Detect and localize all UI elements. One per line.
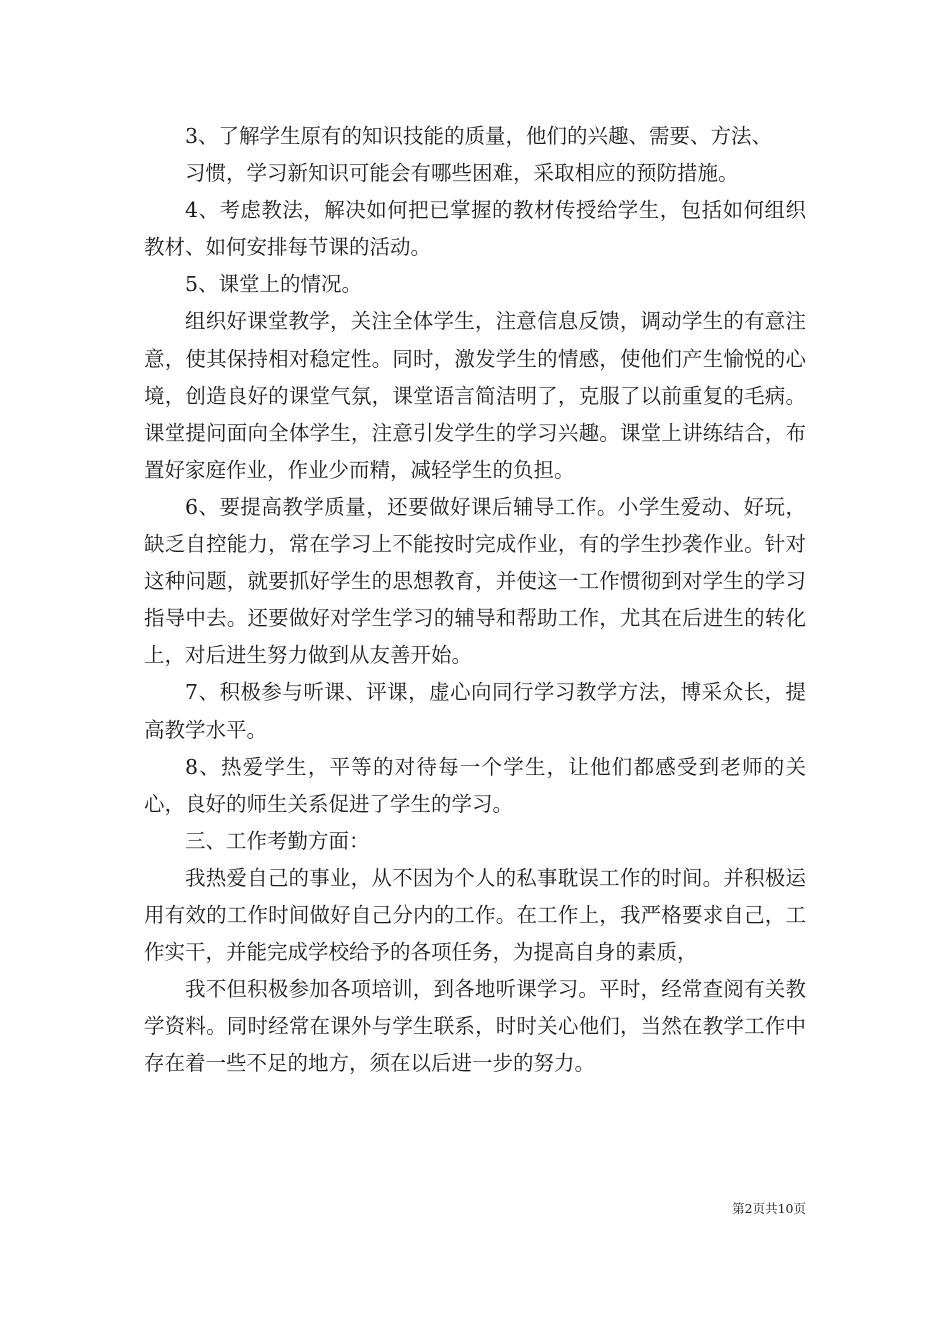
paragraph: 组织好课堂教学，关注全体学生，注意信息反馈，调动学生的有意注意，使其保持相对稳定性。同时，激发学生的情感，使他们产生愉悦的心境，创造良好的课堂气氛，课堂语言简洁明了，克服了以前重复的毛病。课堂提问面向全体学生，注意引发学生的学习兴趣。课堂上讲练结合，布置好家庭作业，作业少而精，减轻学生的负担。 xyxy=(144,309,806,482)
paragraph: 6、要提高教学质量，还要做好课后辅导工作。小学生爱动、好玩，缺乏自控能力，常在学习上不能按时完成作业，有的学生抄袭作业。针对这种问题，就要抓好学生的思想教育，并使这一工作惯彻到对学生的学习指导中去。还要做好对学生学习的辅导和帮助工作，尤其在后进生的转化上，对后进生努力做到从友善开始。 xyxy=(144,494,806,668)
document-body xyxy=(144,118,806,1082)
paragraph: 我热爱自己的事业，从不因为个人的私事耽误工作的时间。并积极运用有效的工作时间做好自己分内的工作。在工作上，我严格要求自己，工作实干，并能完成学校给予的各项任务，为提高自身的素质， xyxy=(144,865,806,965)
paragraph: 7、积极参与听课、评课，虚心向同行学习教学方法，博采众长，提高教学水平。 xyxy=(144,680,806,742)
paragraph: 4、考虑教法，解决如何把已掌握的教材传授给学生，包括如何组织教材、如何安排每节课的活动。 xyxy=(144,198,806,260)
paragraph: 5、课堂上的情况。 xyxy=(185,272,363,297)
page-number-footer: 第2页共10页 xyxy=(732,1201,806,1216)
paragraph: 习惯，学习新知识可能会有哪些困难，采取相应的预防措施。 xyxy=(185,161,739,186)
paragraph: 8、热爱学生，平等的对待每一个学生，让他们都感受到老师的关心，良好的师生关系促进了学生的学习。 xyxy=(144,754,806,816)
section-heading: 三、工作考勤方面： xyxy=(185,828,370,853)
paragraph: 3、了解学生原有的知识技能的质量，他们的兴趣、需要、方法、 xyxy=(185,124,773,148)
paragraph: 我不但积极参加各项培训，到各地听课学习。平时，经常查阅有关教学资料。同时经常在课外与学生联系，时时关心他们，当然在教学工作中存在着一些不足的地方，须在以后进一步的努力。 xyxy=(144,977,806,1076)
